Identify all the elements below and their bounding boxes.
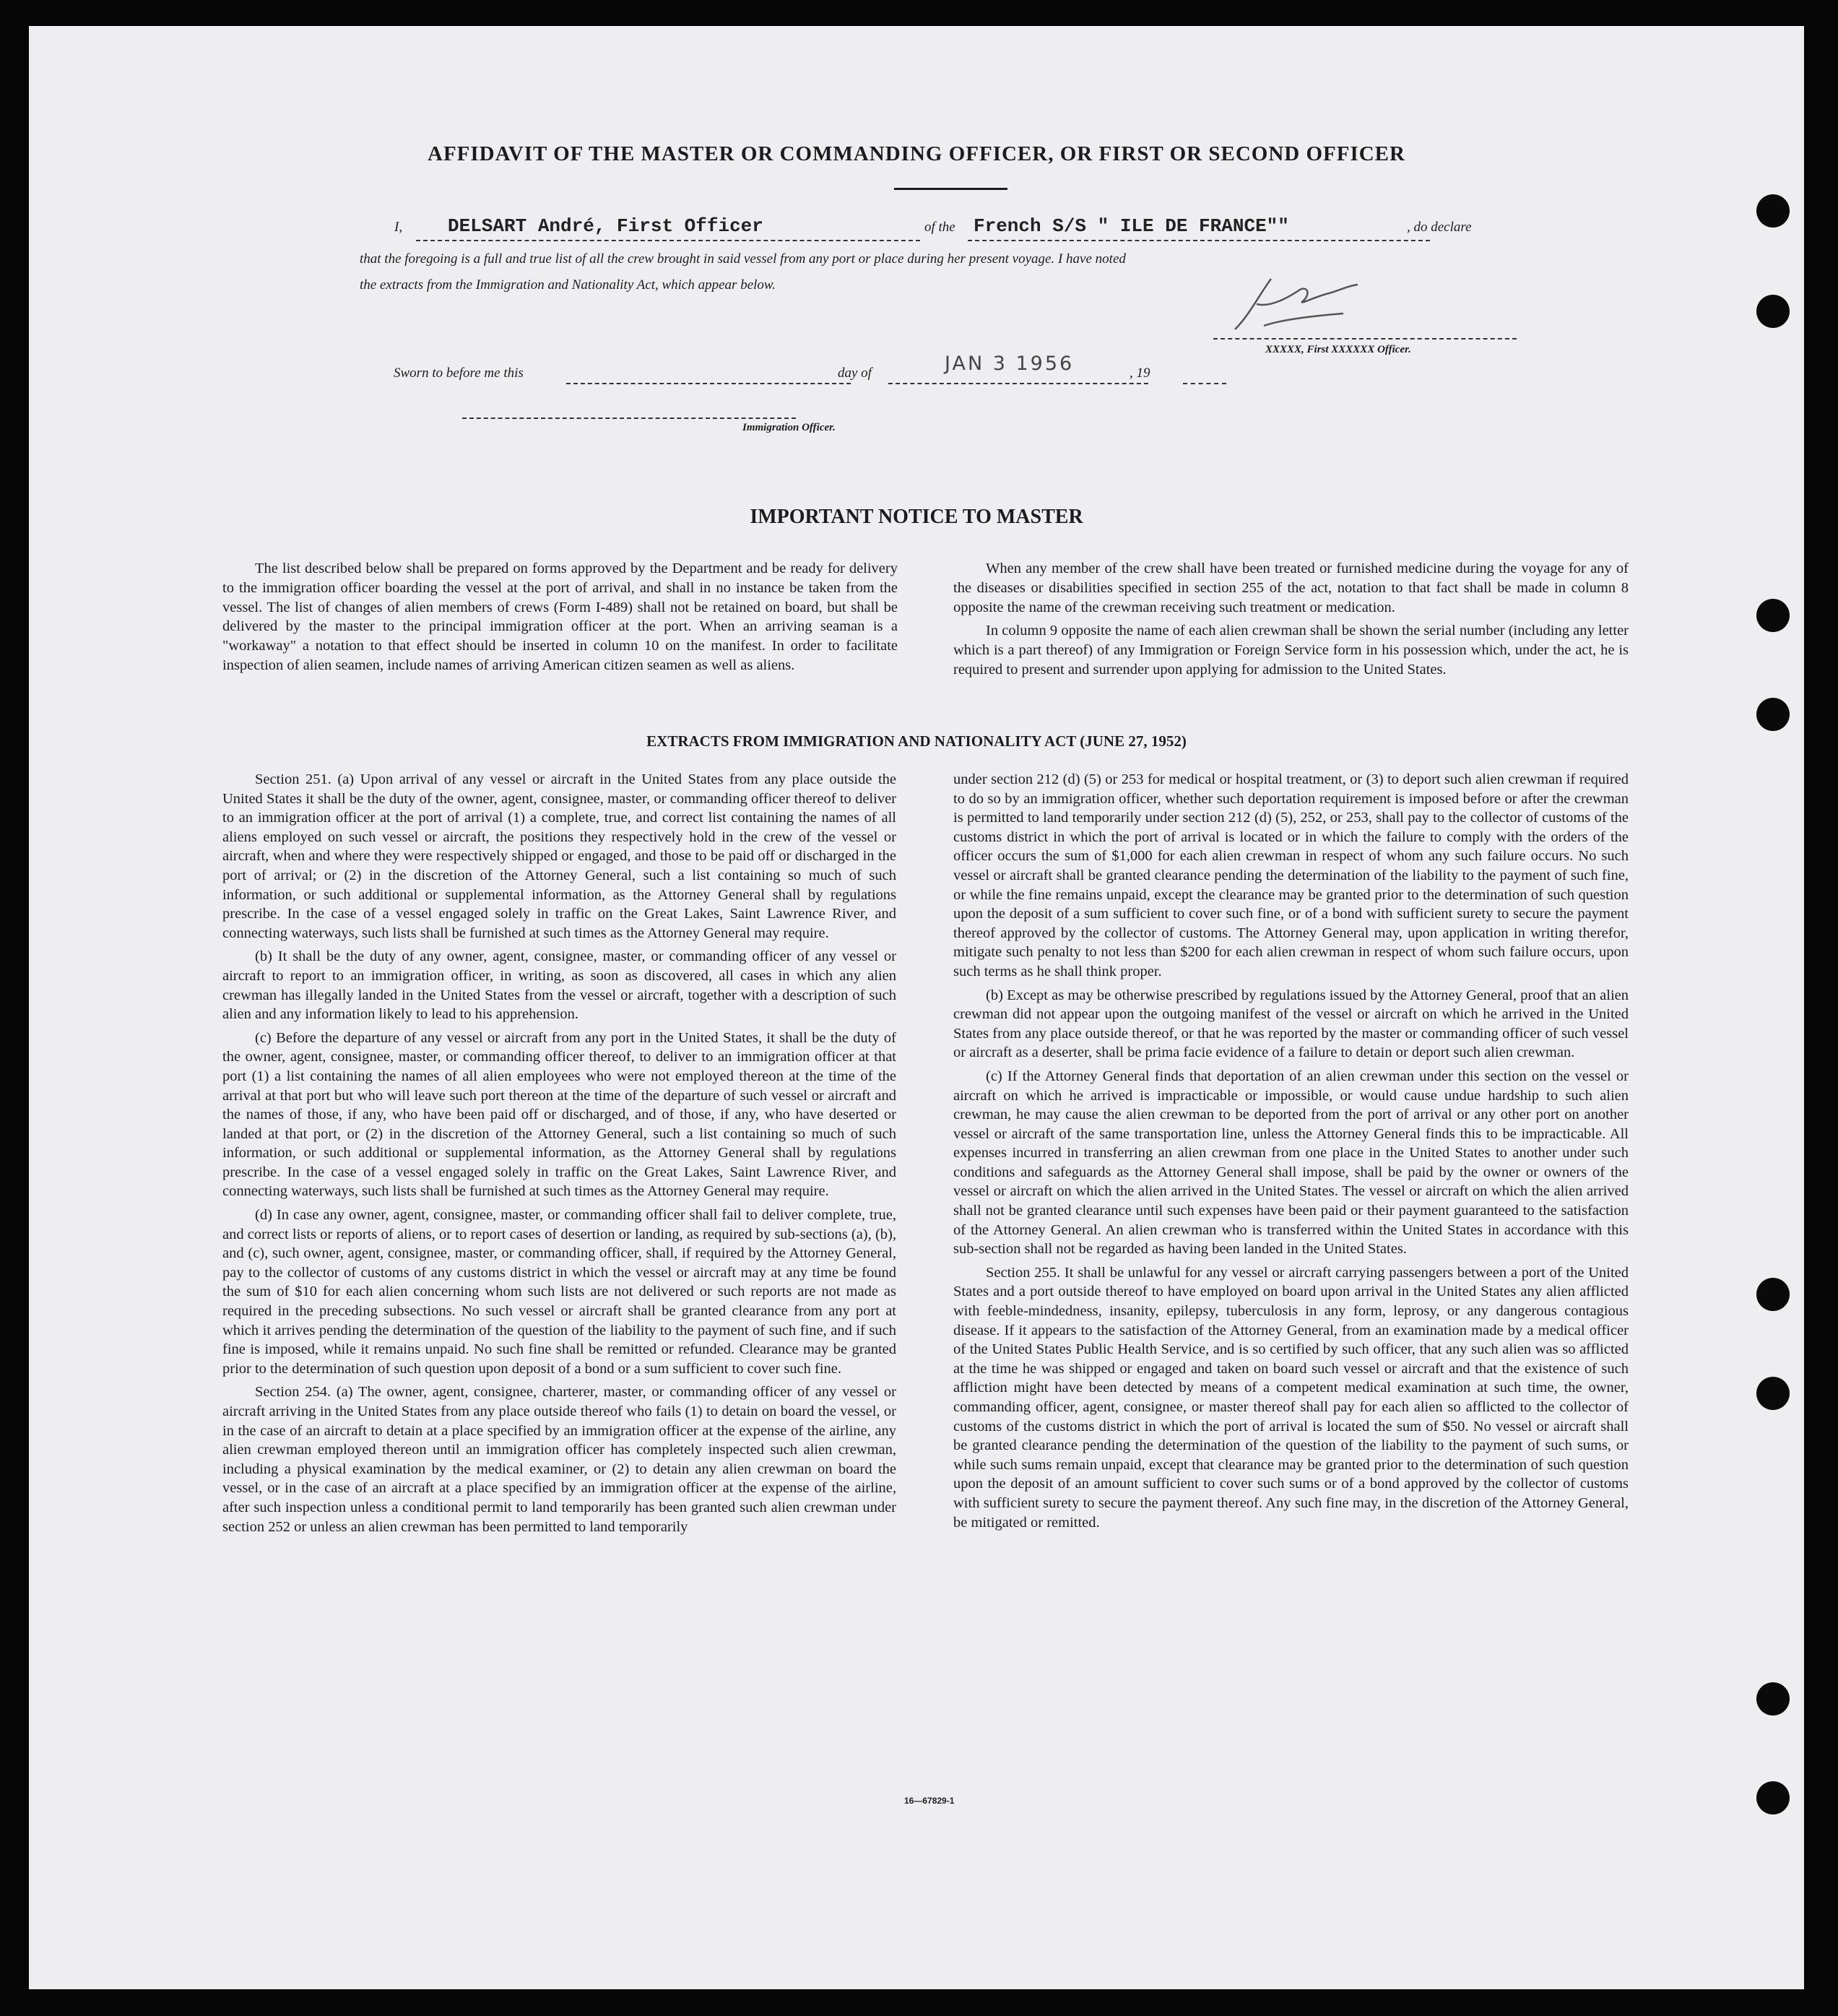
punch-hole [1756, 1377, 1790, 1410]
name-line [416, 240, 920, 241]
sworn-label: Sworn to before me this [394, 365, 524, 381]
extract-paragraph: Section 251. (a) Upon arrival of any vessel or aircraft in the United States from any place outside the United States it shall be the duty of the owner, agent, consignee, master, or commanding officer thereof to deliver to an immigration officer at the port of arrival (1) a complete, true, and correct list containing the names of all aliens employed on such vessel or aircraft, the positions they respectively hold in the crew of the vessel or aircraft, when and where they were respectively shipped or engaged, and those to be paid off or discharged in the port of arrival; or (2) in the discretion of the Attorney General, such a list containing so much of such information, or such additional or supplemental information, as the Attorney General shall by regulations prescribe. In the case of a vessel engaged solely in traffic on the Great Lakes, Saint Lawrence River, and connecting waterways, such lists shall be furnished at such times as the Attorney General may require. [222, 771, 896, 941]
year-prefix: , 19 [1130, 365, 1150, 381]
punch-hole [1756, 1682, 1790, 1716]
extracts-right-column [953, 770, 1629, 1536]
extract-paragraph: under section 212 (d) (5) or 253 for medical or hospital treatment, or (3) to deport such alien crewman if required to do so by an immigration officer, whether such deportation requirement is imposed before or after the crewman is permitted to land temporarily under section 212 (d) (5), 252, or 253, shall pay to the collector of customs of the customs district in which the port of arrival is located or in which the failure to comply with the orders of the officer occurs the sum of $1,000 for each alien crewman in respect of whom any such failure occurs. No such vessel or aircraft shall be granted clearance pending the determination of the liability to the payment of such fine, or while the fine remains unpaid, except the clearance may be granted prior to the determination of such question upon the deposit of a sum sufficient to cover such fine, or of a bond with sufficient surety to secure the payment thereof approved by the collector of customs. The Attorney General may, upon application in writing therefor, mitigate such penalty to not less than $200 for each alien crewman in respect of whom such failure occurs, upon such terms as he shall think proper. [953, 771, 1629, 979]
punch-hole [1756, 295, 1790, 328]
notice-title: IMPORTANT NOTICE TO MASTER [750, 506, 1083, 528]
extract-paragraph: (c) Before the departure of any vessel or aircraft from any port in the United States, it shall be the duty of the owner, agent, consignee, master, or commanding officer thereof, to deliver to an immigration officer at that port (1) a list containing the names of all alien employees who were not employed thereon at the time of the arrival at that port but who will leave such port thereon at the time of the departure of such vessel or aircraft and the names of those, if any, who have been paid off or discharged, and of those, if any, who have deserted or landed at that port, or (2) in the discretion of the Attorney General, such a list containing so much of such information, or such additional or supplemental information, as the Attorney General shall by regulations prescribe. In the case of a vessel engaged solely in traffic on the Great Lakes, Saint Lawrence River, and connecting waterways, such lists shall be furnished at such times as the Attorney General may require. [222, 1029, 896, 1200]
affidavit-title: AFFIDAVIT OF THE MASTER OR COMMANDING OFFICER, OR FIRST OR SECOND OFFICER [428, 142, 1405, 165]
officer-name: DELSART André, First Officer [448, 215, 763, 237]
extract-paragraph: (c) If the Attorney General finds that deportation of an alien crewman under this section on the vessel or aircraft on which he arrived is impracticable or impossible, or would cause undue hardship to such alien crewman, he may cause the alien crewman to be deported from the port of arrival or any other port on another vessel or aircraft of the same transportation line, unless the Attorney General finds this to be impracticable. All expenses incurred in transferring an alien crewman from one place in the United States to another under such conditions and safeguards as the Attorney General shall impose, shall be paid by the owner or owners of the vessel or aircraft on which the alien arrived in the United States. The vessel or aircraft on which the alien arrived shall not be granted clearance until such expenses have been paid or their payment guaranteed to the satisfaction of the Attorney General. An alien crewman who is transferred within the United States in accordance with this sub-section shall not be regarded as having been landed in the United States. [953, 1068, 1629, 1258]
extract-paragraph: (d) In case any owner, agent, consignee, master, or commanding officer shall fail to deliver complete, true, and correct lists or reports of aliens, or to report cases of desertion or landing, as required by sub-sections (a), (b), and (c), such owner, agent, consignee, master, or commanding officer, shall, if required by the Attorney General, pay to the collector of customs of any customs district in which the vessel or aircraft may at any time be found the sum of $10 for each alien concerning whom such lists are not delivered or such reports are not made as required in the preceding subsections. No such vessel or aircraft shall be granted clearance from any port at which it arrives pending the determination of the question of the liability to the payment of such fine, and if such fine is imposed, while it remains unpaid. No such fine shall be remitted or refunded. Clearance may be granted prior to the determination of such question upon deposit of a bond or a sum sufficient to cover such fine. [222, 1207, 896, 1377]
extracts-left-column [222, 770, 896, 1541]
extracts-title: EXTRACTS FROM IMMIGRATION AND NATIONALITY ACT (JUNE 27, 1952) [646, 732, 1187, 750]
notice-left-column [222, 559, 898, 680]
punch-hole [1756, 1278, 1790, 1311]
date-stamp: JAN 3 1956 [945, 352, 1075, 375]
notice-right-paragraph-2: In column 9 opposite the name of each alien crewman shall be shown the serial number (including any letter which is a part thereof) of any Immigration or Foreign Service form in his possession which, under the act, he is required to present and surrender upon applying for admission to the United States. [953, 623, 1629, 678]
officer-signature [1221, 264, 1365, 344]
extract-paragraph: (b) It shall be the duty of any owner, agent, consignee, master, or commanding officer of any vessel or aircraft to report to an immigration officer, in writing, as soon as discovered, all cases in which any alien crewman has illegally landed in the United States from the vessel or aircraft, together with a description of such alien and any information likely to lead to his apprehension. [222, 948, 896, 1023]
notice-right-column [953, 559, 1629, 684]
extract-paragraph: Section 254. (a) The owner, agent, consignee, charterer, master, or commanding officer of any vessel or aircraft arriving in the United States from any place outside thereof who fails (1) to detain on board the vessel, or in the case of an aircraft to detain at a place specified by an immigration officer at the expense of the airline, any alien crewman employed thereon until an immigration officer has completely inspected such alien crewman, including a physical examination by the medical examiner, or (2) to detain any alien crewman on board the vessel, or in the case of an aircraft at a place specified by an immigration officer at the expense of the airline, after such inspection unless a conditional permit to land temporarily has been granted such alien crewman under section 252 or unless an alien crewman has been permitted to land temporarily [222, 1384, 896, 1535]
immigration-officer-line [462, 418, 796, 419]
notice-left-paragraph: The list described below shall be prepared on forms approved by the Department and be ready for delivery to the immigration officer boarding the vessel at the port of arrival, and shall in no instance be taken from the vessel. The list of changes of alien members of crews (Form I-489) shall not be retained on board, but shall be delivered by the master to the principal immigration officer at the port. When an arriving seaman is a "workaway" a notation to that effect should be inserted in column 10 on the manifest. In order to facilitate inspection of alien seamen, include names of arriving American citizen seamen as well as aliens. [222, 561, 898, 673]
extract-paragraph: (b) Except as may be otherwise prescribed by regulations issued by the Attorney General, proof that an alien crewman did not appear upon the outgoing manifest of the vessel or aircraft on which he arrived in the United States from any place outside thereof, or that he was reported by the master or commanding officer of such vessel or aircraft as a deserter, shall be prima facie evidence of a failure to detain or deport such alien crewman. [953, 987, 1629, 1061]
year-line [1183, 383, 1226, 384]
punch-hole [1756, 599, 1790, 632]
affidavit-line-2: that the foregoing is a full and true list of all the crew brought in said vessel from any port or place during her present voyage. I have noted [360, 251, 1126, 267]
vessel-name: French S/S " ILE DE FRANCE"" [974, 215, 1289, 237]
signer-title: XXXXX, First XXXXXX Officer. [1265, 344, 1411, 355]
of-the-label: of the [924, 220, 955, 235]
notice-right-paragraph-1: When any member of the crew shall have been treated or furnished medicine during the voyage for any of the diseases or disabilities specified in section 255 of the act, notation to that fact shall be made in column 8 opposite the name of the crewman receiving such treatment or medication. [953, 561, 1629, 615]
affidavit-line-3: the extracts from the Immigration and Nationality Act, which appear below. [360, 277, 776, 293]
form-code: 16—67829-1 [904, 1796, 955, 1806]
sworn-month-line [888, 383, 1148, 384]
vessel-line [968, 240, 1430, 241]
punch-hole [1756, 698, 1790, 731]
sworn-day-line [566, 383, 851, 384]
punch-hole [1756, 194, 1790, 228]
do-declare-label: , do declare [1407, 220, 1472, 235]
title-rule [894, 188, 1007, 190]
day-of-label: day of [838, 365, 872, 381]
signature-line [1213, 338, 1517, 339]
extract-paragraph: Section 255. It shall be unlawful for any vessel or aircraft carrying passengers between a port of the United States and a port outside thereof to have employed on board upon arrival in the United States any alien afflicted with feeble-mindedness, insanity, epilepsy, tuberculosis in any form, leprosy, or any dangerous contagious disease. If it appears to the satisfaction of the Attorney General, from an examination made by a medical officer of the United States Public Health Service, and is so certified by such officer, that any such alien was so afflicted at the time he was shipped or engaged and taken on board such vessel or aircraft and that the existence of such affliction might have been detected by means of a competent medical examination at such time, the owner, commanding officer, agent, consignee, or master thereof shall pay for each alien so afflicted to the collector of customs of the customs district in which the port of arrival is located the sum of $50. No vessel or aircraft shall be granted clearance pending the determination of the question of the liability to the payment of such sums, or while such sums remain unpaid, except that clearance may be granted prior to the determination of such question upon the deposit of an amount sufficient to cover such sums or of a bond approved by the collector of customs with sufficient surety to secure the payment thereof. Any such fine may, in the discretion of the Attorney General, be mitigated or remitted. [953, 1264, 1629, 1531]
immigration-officer-label: Immigration Officer. [742, 422, 836, 433]
document-page [29, 26, 1804, 1989]
pronoun-label: I, [394, 220, 403, 235]
punch-hole [1756, 1781, 1790, 1814]
